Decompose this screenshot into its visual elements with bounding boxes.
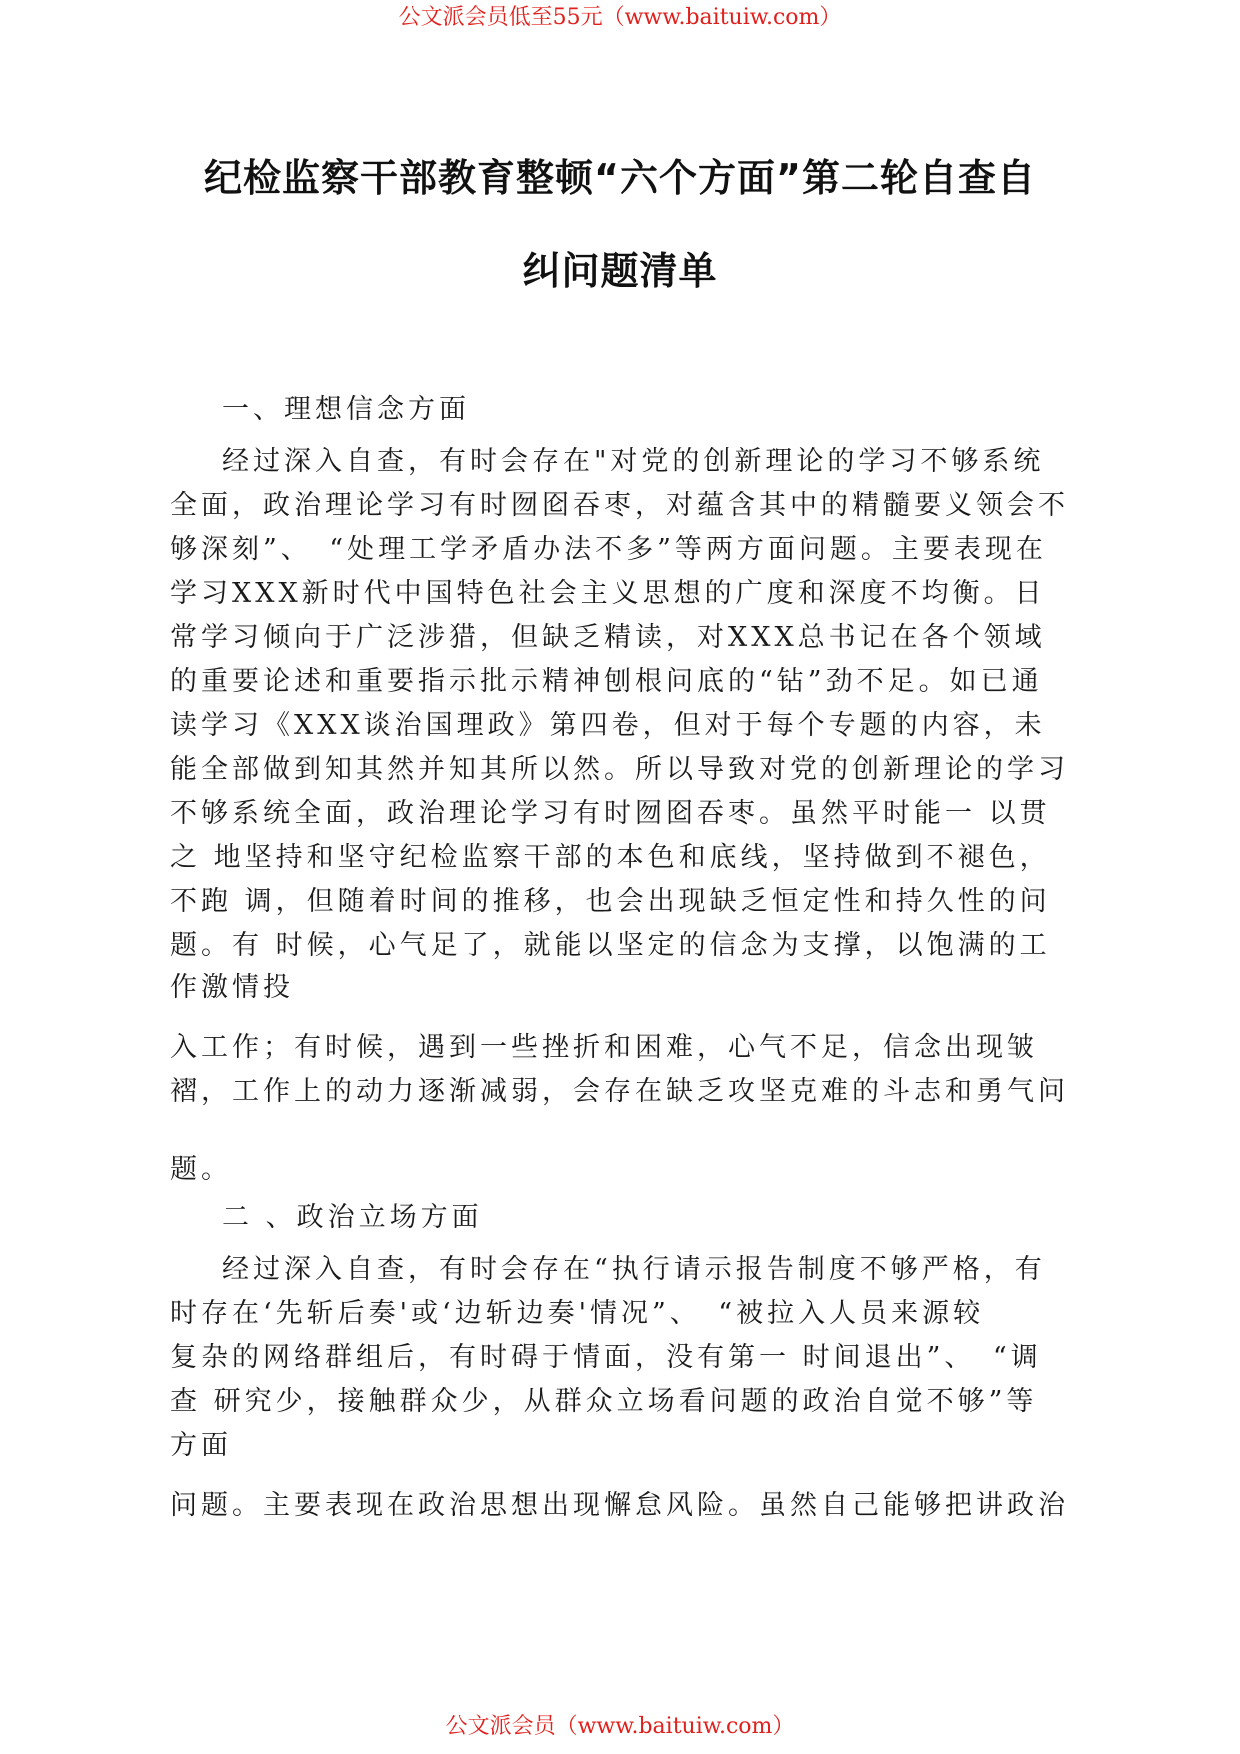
- body-line: 的重要论述和重要指示批示精神刨根问底的“钻”劲不足。如已通: [170, 666, 1043, 697]
- watermark-bottom: 公文派会员（www.baituiw.com）: [445, 1714, 795, 1739]
- watermark-top: 公文派会员低至55元（www.baituiw.com）: [398, 5, 842, 30]
- body-line: 题。: [170, 1154, 232, 1185]
- body-line: 常学习倾向于广泛涉猎，但缺乏精读，对XXX总书记在各个领域: [170, 622, 1046, 653]
- body-line: 全面，政治理论学习有时囫囵吞枣，对蕴含其中的精髓要义领会不: [170, 490, 1069, 521]
- document-title-line-1: 纪检监察干部教育整顿“六个方面”第二轮自查自: [204, 156, 1036, 200]
- body-line: 问题。主要表现在政治思想出现懈怠风险。虽然自己能够把讲政治: [170, 1490, 1069, 1521]
- body-line: 查 研究少，接触群众少，从群众立场看问题的政治自觉不够”等: [170, 1386, 1038, 1417]
- document-title-line-2: 纠问题清单: [522, 249, 718, 293]
- body-line: 不跑 调，但随着时间的推移，也会出现缺乏恒定性和持久性的问: [170, 886, 1051, 917]
- body-line: 不够系统全面，政治理论学习有时囫囵吞枣。虽然平时能一 以贯: [170, 798, 1051, 829]
- body-line: 方面: [170, 1430, 232, 1461]
- body-line: 读学习《XXX谈治国理政》第四卷，但对于每个专题的内容，未: [170, 710, 1046, 741]
- body-line: 够深刻”、 “处理工学矛盾办法不多”等两方面问题。主要表现在: [170, 534, 1047, 565]
- body-line: 之 地坚持和坚守纪检监察干部的本色和底线，坚持做到不褪色，: [170, 842, 1051, 873]
- body-line: 能全部做到知其然并知其所以然。所以导致对党的创新理论的学习: [170, 754, 1069, 785]
- body-line: 经过深入自查，有时会存在"对党的创新理论的学习不够系统: [222, 446, 1045, 477]
- body-line: 学习XXX新时代中国特色社会主义思想的广度和深度不均衡。日: [170, 578, 1046, 609]
- body-line: 复杂的网络群组后，有时碍于情面，没有第一 时间退出”、 “调: [170, 1342, 1042, 1373]
- section-heading-2: 二 、政治立场方面: [222, 1202, 483, 1233]
- body-line: 经过深入自查，有时会存在“执行请示报告制度不够严格，有: [222, 1254, 1046, 1285]
- body-line: 褶，工作上的动力逐渐减弱，会存在缺乏攻坚克难的斗志和勇气问: [170, 1076, 1069, 1107]
- section-heading-1: 一、理想信念方面: [222, 394, 470, 425]
- body-line: 作激情投: [170, 972, 294, 1003]
- body-line: 题。有 时候，心气足了，就能以坚定的信念为支撑，以饱满的工: [170, 930, 1051, 961]
- body-line: 时存在‘先斩后奏'或‘边斩边奏'情况”、 “被拉入人员来源较: [170, 1298, 985, 1329]
- body-line: 入工作；有时候，遇到一些挫折和困难，心气不足，信念出现皱: [170, 1032, 1038, 1063]
